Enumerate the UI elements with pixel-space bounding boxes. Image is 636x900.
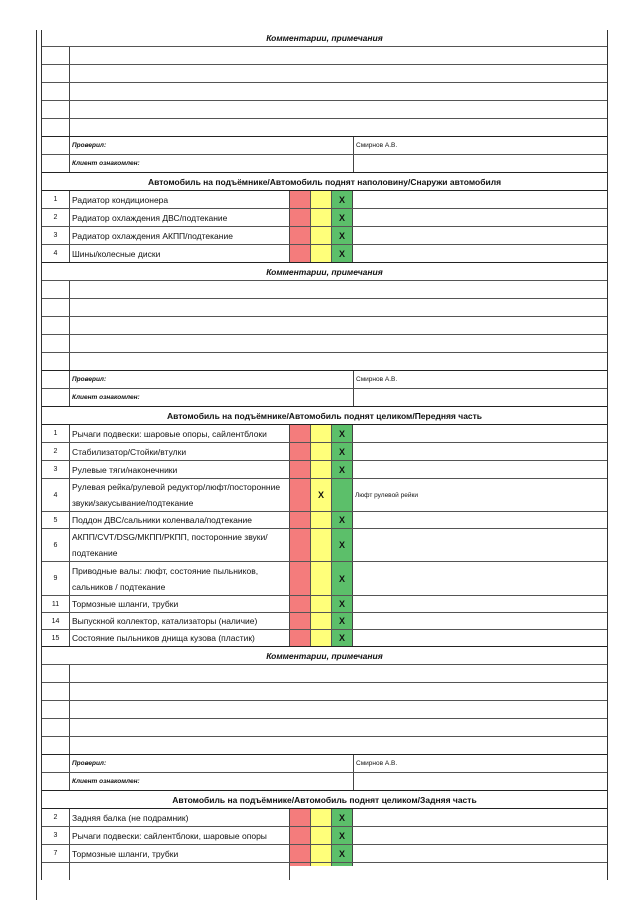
- checked-by-label: Проверил:: [70, 137, 354, 154]
- comments-header: [42, 30, 607, 47]
- client-acknowledged-row: [42, 155, 607, 173]
- checked-by-value[interactable]: Смирнов А.В.: [356, 142, 398, 149]
- comment-row[interactable]: [42, 353, 607, 371]
- status-critical-cell[interactable]: [290, 479, 311, 511]
- status-critical-cell[interactable]: [290, 827, 311, 844]
- status-critical-cell[interactable]: [290, 562, 311, 595]
- status-ok-cell[interactable]: X: [332, 562, 353, 595]
- status-warning-cell[interactable]: X: [311, 479, 332, 511]
- section-title: Автомобиль на подъёмнике/Автомобиль поднят наполовину/Снаружи автомобиля: [147, 176, 502, 187]
- status-warning-cell[interactable]: [311, 227, 332, 244]
- item-number: 2: [42, 809, 70, 826]
- checked-by-label: Проверил:: [70, 371, 354, 388]
- checked-by-value[interactable]: Смирнов А.В.: [356, 376, 398, 383]
- status-warning-cell[interactable]: [311, 245, 332, 262]
- item-note[interactable]: [353, 245, 607, 262]
- item-name: Состояние пыльников днища кузова (пластик): [70, 630, 290, 646]
- item-name: Радиатор кондиционера: [70, 191, 290, 208]
- comment-field[interactable]: [70, 737, 607, 754]
- status-ok-cell[interactable]: X: [332, 529, 353, 561]
- check-item-row: [42, 529, 607, 562]
- status-ok-cell[interactable]: X: [332, 425, 353, 442]
- status-critical-cell[interactable]: [290, 845, 311, 862]
- item-number: 15: [42, 630, 70, 646]
- check-item-row: [42, 443, 607, 461]
- item-note[interactable]: [353, 630, 607, 646]
- client-acknowledged-value[interactable]: [354, 389, 607, 406]
- status-critical-cell[interactable]: [290, 443, 311, 460]
- item-note[interactable]: [353, 827, 607, 844]
- client-acknowledged-row: [42, 389, 607, 407]
- status-ok-cell[interactable]: X: [332, 227, 353, 244]
- status-critical-cell[interactable]: [290, 425, 311, 442]
- status-warning-cell[interactable]: [311, 596, 332, 612]
- check-item-row: [42, 845, 607, 863]
- status-ok-cell[interactable]: X: [332, 630, 353, 646]
- item-number: 7: [42, 845, 70, 862]
- status-warning-cell[interactable]: [311, 425, 332, 442]
- comment-row[interactable]: [42, 737, 607, 755]
- item-number: 9: [42, 562, 70, 595]
- item-name: Тормозные шланги, трубки: [70, 596, 290, 612]
- check-item-row: [42, 191, 607, 209]
- status-critical-cell[interactable]: [290, 529, 311, 561]
- status-warning-cell[interactable]: [311, 845, 332, 862]
- comment-row[interactable]: [42, 83, 607, 101]
- item-number: 2: [42, 209, 70, 226]
- client-acknowledged-label: Клиент ознакомлен:: [70, 389, 354, 406]
- status-warning-cell[interactable]: [311, 529, 332, 561]
- client-acknowledged-value[interactable]: [354, 773, 607, 790]
- status-critical-cell[interactable]: [290, 227, 311, 244]
- status-critical-cell[interactable]: [290, 245, 311, 262]
- comment-field[interactable]: [70, 119, 607, 136]
- section-title: Автомобиль на подъёмнике/Автомобиль поднят целиком/Задняя часть: [172, 794, 477, 805]
- status-ok-cell[interactable]: X: [332, 245, 353, 262]
- comments-title: Комментарии, примечания: [266, 33, 383, 43]
- checked-by-row: [42, 755, 607, 773]
- checked-by-label: Проверил:: [70, 755, 354, 772]
- status-critical-cell[interactable]: [290, 512, 311, 528]
- status-warning-cell[interactable]: [311, 827, 332, 844]
- item-note[interactable]: [353, 512, 607, 528]
- status-ok-cell[interactable]: X: [332, 809, 353, 826]
- check-item-row-partial: [42, 863, 607, 880]
- comment-row[interactable]: [42, 281, 607, 299]
- item-number: 5: [42, 512, 70, 528]
- comment-field[interactable]: [70, 317, 607, 334]
- comments-title: Комментарии, примечания: [266, 266, 383, 277]
- status-ok-cell[interactable]: X: [332, 443, 353, 460]
- status-critical-cell[interactable]: [290, 191, 311, 208]
- comments-header: [42, 647, 607, 665]
- section-header: [42, 173, 607, 191]
- comment-field[interactable]: [70, 65, 607, 82]
- check-item-row: [42, 245, 607, 263]
- item-name: Выпускной коллектор, катализаторы (наличие): [70, 613, 290, 629]
- comment-field[interactable]: [70, 101, 607, 118]
- status-ok-cell[interactable]: X: [332, 191, 353, 208]
- check-item-row: [42, 461, 607, 479]
- item-name: Стабилизатор/Стойки/втулки: [70, 443, 290, 460]
- checked-by-row: [42, 137, 607, 155]
- status-critical-cell[interactable]: [290, 596, 311, 612]
- comment-row[interactable]: [42, 335, 607, 353]
- comment-row[interactable]: [42, 47, 607, 65]
- item-name: Поддон ДВС/сальники коленвала/подтекание: [70, 512, 290, 528]
- status-ok-cell[interactable]: X: [332, 512, 353, 528]
- item-name: Тормозные шланги, трубки: [70, 845, 290, 862]
- status-warning-cell[interactable]: [311, 809, 332, 826]
- status-critical-cell[interactable]: [290, 630, 311, 646]
- item-name: Радиатор охлаждения ДВС/подтекание: [70, 209, 290, 226]
- item-note[interactable]: [353, 845, 607, 862]
- item-name: Рычаги подвески: шаровые опоры, сайлентблоки: [70, 425, 290, 442]
- item-note[interactable]: [353, 529, 607, 561]
- comment-row[interactable]: [42, 119, 607, 137]
- item-number: 6: [42, 529, 70, 561]
- status-warning-cell[interactable]: [311, 512, 332, 528]
- comment-field[interactable]: [70, 47, 607, 64]
- status-warning-cell[interactable]: [311, 630, 332, 646]
- item-number: 1: [42, 191, 70, 208]
- status-critical-cell[interactable]: [290, 809, 311, 826]
- item-note[interactable]: [353, 191, 607, 208]
- status-ok-cell[interactable]: [332, 479, 353, 511]
- status-warning-cell[interactable]: [311, 191, 332, 208]
- status-warning-cell[interactable]: [311, 443, 332, 460]
- comment-field[interactable]: [70, 665, 607, 682]
- comment-field[interactable]: [70, 719, 607, 736]
- item-note[interactable]: [353, 227, 607, 244]
- status-ok-cell[interactable]: X: [332, 613, 353, 629]
- section-header: [42, 407, 607, 425]
- item-name: Приводные валы: люфт, состояние пыльников, сальников / подтекание: [70, 562, 290, 595]
- comment-field[interactable]: [70, 299, 607, 316]
- section-header: [42, 791, 607, 809]
- comments-title: Комментарии, примечания: [266, 650, 383, 661]
- status-critical-cell[interactable]: [290, 209, 311, 226]
- item-name: Задняя балка (не подрамник): [70, 809, 290, 826]
- status-ok-cell[interactable]: X: [332, 209, 353, 226]
- client-acknowledged-row: [42, 773, 607, 791]
- item-name: АКПП/CVT/DSG/МКПП/РКПП, посторонние звуки/ подтекание: [70, 529, 290, 561]
- item-number: 3: [42, 461, 70, 478]
- status-critical-cell[interactable]: [290, 461, 311, 478]
- left-margin-line: [36, 30, 37, 900]
- item-note[interactable]: [353, 443, 607, 460]
- check-item-row: [42, 425, 607, 443]
- check-item-row: [42, 209, 607, 227]
- comment-row[interactable]: [42, 299, 607, 317]
- item-note[interactable]: [353, 562, 607, 595]
- check-item-row: [42, 479, 607, 512]
- check-item-row: [42, 630, 607, 647]
- item-name: Рулевая рейка/рулевой редуктор/люфт/посторонние звуки/закусывание/подтекание: [70, 479, 290, 511]
- item-note[interactable]: [353, 425, 607, 442]
- comment-row[interactable]: [42, 65, 607, 83]
- client-acknowledged-label: Клиент ознакомлен:: [70, 155, 354, 172]
- checked-by-row: [42, 371, 607, 389]
- check-item-row: [42, 227, 607, 245]
- item-note[interactable]: [353, 809, 607, 826]
- item-note[interactable]: [353, 596, 607, 612]
- status-ok-cell[interactable]: X: [332, 827, 353, 844]
- comment-field[interactable]: [70, 83, 607, 100]
- checked-by-value[interactable]: Смирнов А.В.: [356, 760, 398, 767]
- comment-row[interactable]: [42, 101, 607, 119]
- status-ok-cell[interactable]: X: [332, 845, 353, 862]
- section-title: Автомобиль на подъёмнике/Автомобиль поднят целиком/Передняя часть: [166, 410, 483, 421]
- item-note[interactable]: [353, 461, 607, 478]
- item-name: Шины/колесные диски: [70, 245, 290, 262]
- status-ok-cell[interactable]: X: [332, 461, 353, 478]
- check-item-row: [42, 596, 607, 613]
- item-number: 14: [42, 613, 70, 629]
- item-number: 3: [42, 227, 70, 244]
- item-number: 11: [42, 596, 70, 612]
- item-note[interactable]: [353, 209, 607, 226]
- item-number: 4: [42, 245, 70, 262]
- check-item-row: [42, 827, 607, 845]
- status-warning-cell[interactable]: [311, 562, 332, 595]
- item-name: Рулевые тяги/наконечники: [70, 461, 290, 478]
- comment-field[interactable]: [70, 353, 607, 370]
- status-warning-cell[interactable]: [311, 461, 332, 478]
- comments-header: [42, 263, 607, 281]
- item-note[interactable]: Люфт рулевой рейки: [355, 491, 418, 499]
- status-warning-cell[interactable]: [311, 613, 332, 629]
- item-number: 3: [42, 827, 70, 844]
- comment-field[interactable]: [70, 683, 607, 700]
- client-acknowledged-value[interactable]: [354, 155, 607, 172]
- status-ok-cell[interactable]: X: [332, 596, 353, 612]
- comment-row[interactable]: [42, 701, 607, 719]
- client-acknowledged-label: Клиент ознакомлен:: [70, 773, 354, 790]
- check-item-row: [42, 512, 607, 529]
- comment-field[interactable]: [70, 281, 607, 298]
- check-item-row: [42, 613, 607, 630]
- status-warning-cell[interactable]: [311, 209, 332, 226]
- check-item-row: [42, 562, 607, 596]
- inspection-table: [41, 30, 608, 880]
- check-item-row: [42, 809, 607, 827]
- comment-field[interactable]: [70, 701, 607, 718]
- comment-row[interactable]: [42, 665, 607, 683]
- item-number: 4: [42, 479, 70, 511]
- item-number: 1: [42, 425, 70, 442]
- item-note[interactable]: [353, 613, 607, 629]
- item-name: Радиатор охлаждения АКПП/подтекание: [70, 227, 290, 244]
- comment-row[interactable]: [42, 683, 607, 701]
- item-name: Рычаги подвески: сайлентблоки, шаровые опоры: [70, 827, 290, 844]
- comment-row[interactable]: [42, 719, 607, 737]
- comment-row[interactable]: [42, 317, 607, 335]
- comment-field[interactable]: [70, 335, 607, 352]
- item-number: 2: [42, 443, 70, 460]
- status-critical-cell[interactable]: [290, 613, 311, 629]
